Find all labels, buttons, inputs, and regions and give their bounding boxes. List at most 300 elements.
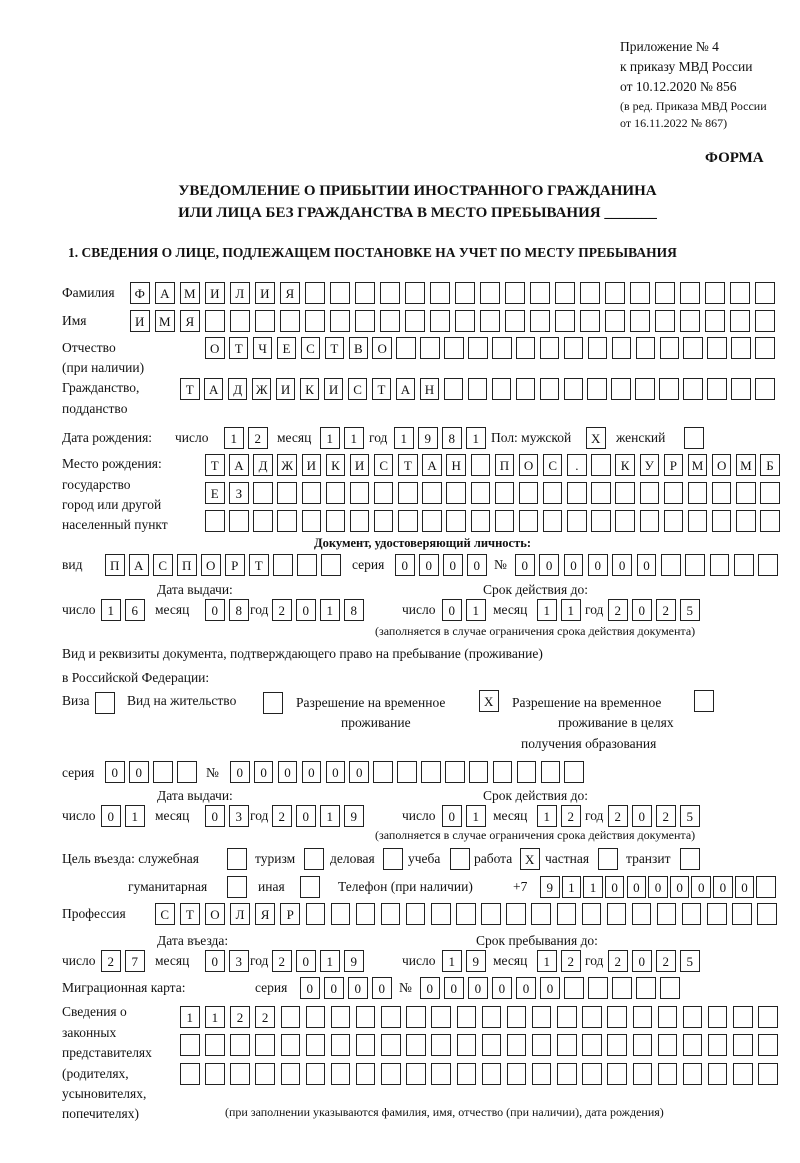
char-box[interactable] xyxy=(326,482,346,504)
char-box[interactable]: 1 xyxy=(466,599,486,621)
char-box[interactable] xyxy=(683,1034,703,1056)
char-box[interactable]: Т xyxy=(229,337,249,359)
char-box[interactable]: 1 xyxy=(562,876,582,898)
char-box[interactable] xyxy=(153,761,173,783)
char-box[interactable] xyxy=(564,337,584,359)
char-box[interactable] xyxy=(431,1006,451,1028)
char-box[interactable]: З xyxy=(229,482,249,504)
char-box[interactable] xyxy=(455,282,475,304)
char-box[interactable]: 1 xyxy=(583,876,603,898)
char-box[interactable]: О xyxy=(205,903,225,925)
char-box[interactable]: Т xyxy=(205,454,225,476)
char-box[interactable]: Ж xyxy=(252,378,272,400)
char-box[interactable]: С xyxy=(155,903,175,925)
char-box[interactable]: Н xyxy=(446,454,466,476)
char-box[interactable] xyxy=(591,510,611,532)
char-box[interactable] xyxy=(660,977,680,999)
char-box[interactable]: И xyxy=(255,282,275,304)
char-box[interactable]: 0 xyxy=(442,805,462,827)
char-box[interactable] xyxy=(253,482,273,504)
char-box[interactable]: К xyxy=(300,378,320,400)
char-box[interactable] xyxy=(330,282,350,304)
char-box[interactable] xyxy=(705,310,725,332)
checkbox-cell[interactable] xyxy=(450,848,470,870)
char-box[interactable] xyxy=(469,761,489,783)
char-box[interactable]: 9 xyxy=(344,950,364,972)
char-box[interactable]: И xyxy=(276,378,296,400)
char-box[interactable] xyxy=(683,1006,703,1028)
char-box[interactable]: 0 xyxy=(713,876,733,898)
char-box[interactable]: 0 xyxy=(467,554,487,576)
char-box[interactable]: 0 xyxy=(443,554,463,576)
char-box[interactable] xyxy=(381,903,401,925)
char-box[interactable] xyxy=(356,1063,376,1085)
char-box[interactable] xyxy=(468,378,488,400)
char-box[interactable] xyxy=(507,1034,527,1056)
char-box[interactable] xyxy=(492,378,512,400)
char-box[interactable]: П xyxy=(495,454,515,476)
char-box[interactable]: П xyxy=(177,554,197,576)
char-box[interactable]: 0 xyxy=(735,876,755,898)
checkbox-cell[interactable] xyxy=(95,692,115,714)
char-box[interactable] xyxy=(406,1006,426,1028)
char-box[interactable]: 1 xyxy=(537,599,557,621)
char-box[interactable] xyxy=(350,510,370,532)
char-box[interactable] xyxy=(507,1006,527,1028)
char-box[interactable] xyxy=(205,310,225,332)
char-box[interactable] xyxy=(755,282,775,304)
char-box[interactable]: С xyxy=(374,454,394,476)
char-box[interactable] xyxy=(519,510,539,532)
char-box[interactable] xyxy=(530,310,550,332)
char-box[interactable] xyxy=(580,310,600,332)
char-box[interactable] xyxy=(555,282,575,304)
char-box[interactable] xyxy=(420,337,440,359)
char-box[interactable] xyxy=(564,977,584,999)
char-box[interactable]: О xyxy=(372,337,392,359)
char-box[interactable]: 2 xyxy=(608,805,628,827)
char-box[interactable] xyxy=(680,282,700,304)
char-box[interactable]: 0 xyxy=(326,761,346,783)
char-box[interactable]: С xyxy=(348,378,368,400)
char-box[interactable] xyxy=(430,310,450,332)
char-box[interactable]: 2 xyxy=(101,950,121,972)
char-box[interactable] xyxy=(297,554,317,576)
char-box[interactable] xyxy=(688,510,708,532)
char-box[interactable] xyxy=(683,378,703,400)
char-box[interactable]: Ж xyxy=(277,454,297,476)
char-box[interactable] xyxy=(396,337,416,359)
char-box[interactable]: И xyxy=(350,454,370,476)
char-box[interactable] xyxy=(540,378,560,400)
char-box[interactable] xyxy=(516,337,536,359)
char-box[interactable] xyxy=(471,454,491,476)
char-box[interactable] xyxy=(230,1034,250,1056)
char-box[interactable] xyxy=(229,510,249,532)
char-box[interactable]: 2 xyxy=(230,1006,250,1028)
char-box[interactable] xyxy=(736,510,756,532)
char-box[interactable]: 2 xyxy=(561,950,581,972)
char-box[interactable]: П xyxy=(105,554,125,576)
char-box[interactable] xyxy=(733,1063,753,1085)
checkbox-cell[interactable] xyxy=(300,876,320,898)
char-box[interactable]: Т xyxy=(398,454,418,476)
char-box[interactable] xyxy=(605,310,625,332)
char-box[interactable]: 1 xyxy=(180,1006,200,1028)
char-box[interactable] xyxy=(277,510,297,532)
char-box[interactable] xyxy=(730,310,750,332)
char-box[interactable] xyxy=(255,1063,275,1085)
char-box[interactable] xyxy=(516,378,536,400)
char-box[interactable]: 0 xyxy=(205,950,225,972)
char-box[interactable] xyxy=(760,510,780,532)
char-box[interactable] xyxy=(730,282,750,304)
char-box[interactable] xyxy=(506,903,526,925)
char-box[interactable]: 0 xyxy=(205,599,225,621)
char-box[interactable] xyxy=(543,482,563,504)
char-box[interactable] xyxy=(532,1034,552,1056)
char-box[interactable] xyxy=(531,903,551,925)
char-box[interactable]: Т xyxy=(249,554,269,576)
char-box[interactable] xyxy=(731,337,751,359)
char-box[interactable]: 1 xyxy=(466,805,486,827)
char-box[interactable] xyxy=(615,510,635,532)
char-box[interactable]: 1 xyxy=(344,427,364,449)
char-box[interactable] xyxy=(688,482,708,504)
char-box[interactable]: 8 xyxy=(442,427,462,449)
char-box[interactable] xyxy=(640,510,660,532)
checkbox-cell[interactable] xyxy=(598,848,618,870)
char-box[interactable]: 1 xyxy=(125,805,145,827)
char-box[interactable] xyxy=(680,310,700,332)
char-box[interactable] xyxy=(468,337,488,359)
char-box[interactable]: М xyxy=(688,454,708,476)
char-box[interactable]: М xyxy=(736,454,756,476)
char-box[interactable]: Р xyxy=(225,554,245,576)
char-box[interactable] xyxy=(530,282,550,304)
char-box[interactable]: 0 xyxy=(516,977,536,999)
char-box[interactable] xyxy=(280,310,300,332)
char-box[interactable]: Т xyxy=(372,378,392,400)
char-box[interactable]: Я xyxy=(180,310,200,332)
char-box[interactable] xyxy=(482,1006,502,1028)
char-box[interactable] xyxy=(505,282,525,304)
char-box[interactable] xyxy=(255,1034,275,1056)
char-box[interactable] xyxy=(482,1063,502,1085)
char-box[interactable]: 7 xyxy=(125,950,145,972)
char-box[interactable] xyxy=(540,337,560,359)
char-box[interactable] xyxy=(757,903,777,925)
char-box[interactable]: 1 xyxy=(101,599,121,621)
char-box[interactable]: 0 xyxy=(395,554,415,576)
char-box[interactable] xyxy=(760,482,780,504)
char-box[interactable] xyxy=(444,337,464,359)
char-box[interactable]: . xyxy=(567,454,587,476)
char-box[interactable] xyxy=(532,1006,552,1028)
char-box[interactable] xyxy=(607,1006,627,1028)
char-box[interactable]: 0 xyxy=(442,599,462,621)
char-box[interactable]: Ч xyxy=(253,337,273,359)
char-box[interactable]: К xyxy=(615,454,635,476)
char-box[interactable] xyxy=(607,1034,627,1056)
char-box[interactable] xyxy=(505,310,525,332)
char-box[interactable] xyxy=(306,1034,326,1056)
char-box[interactable] xyxy=(557,1034,577,1056)
char-box[interactable] xyxy=(660,337,680,359)
char-box[interactable] xyxy=(605,282,625,304)
char-box[interactable] xyxy=(493,761,513,783)
char-box[interactable] xyxy=(557,903,577,925)
char-box[interactable]: 0 xyxy=(515,554,535,576)
char-box[interactable]: 2 xyxy=(656,950,676,972)
char-box[interactable]: 8 xyxy=(229,599,249,621)
char-box[interactable]: 1 xyxy=(320,427,340,449)
char-box[interactable]: 0 xyxy=(632,950,652,972)
char-box[interactable] xyxy=(456,903,476,925)
char-box[interactable] xyxy=(330,310,350,332)
char-box[interactable] xyxy=(431,1063,451,1085)
char-box[interactable]: Т xyxy=(325,337,345,359)
char-box[interactable] xyxy=(421,761,441,783)
char-box[interactable]: 0 xyxy=(670,876,690,898)
char-box[interactable] xyxy=(708,1034,728,1056)
char-box[interactable] xyxy=(482,1034,502,1056)
char-box[interactable]: 0 xyxy=(612,554,632,576)
char-box[interactable]: 0 xyxy=(588,554,608,576)
char-box[interactable] xyxy=(457,1034,477,1056)
char-box[interactable]: 5 xyxy=(680,950,700,972)
char-box[interactable]: 0 xyxy=(540,977,560,999)
char-box[interactable]: А xyxy=(129,554,149,576)
char-box[interactable] xyxy=(636,337,656,359)
char-box[interactable]: 0 xyxy=(420,977,440,999)
char-box[interactable]: Б xyxy=(760,454,780,476)
char-box[interactable] xyxy=(543,510,563,532)
char-box[interactable]: 3 xyxy=(229,805,249,827)
char-box[interactable] xyxy=(636,977,656,999)
char-box[interactable] xyxy=(380,310,400,332)
char-box[interactable]: 0 xyxy=(605,876,625,898)
char-box[interactable] xyxy=(632,903,652,925)
char-box[interactable]: 2 xyxy=(608,950,628,972)
char-box[interactable] xyxy=(682,903,702,925)
char-box[interactable] xyxy=(406,1063,426,1085)
char-box[interactable]: С xyxy=(543,454,563,476)
char-box[interactable]: С xyxy=(153,554,173,576)
char-box[interactable]: 6 xyxy=(125,599,145,621)
char-box[interactable]: 0 xyxy=(296,599,316,621)
checkbox-cell[interactable] xyxy=(680,848,700,870)
char-box[interactable]: 2 xyxy=(656,805,676,827)
char-box[interactable] xyxy=(405,282,425,304)
char-box[interactable] xyxy=(331,903,351,925)
char-box[interactable]: 0 xyxy=(637,554,657,576)
char-box[interactable] xyxy=(177,761,197,783)
char-box[interactable] xyxy=(564,378,584,400)
char-box[interactable] xyxy=(492,337,512,359)
char-box[interactable]: Л xyxy=(230,903,250,925)
char-box[interactable] xyxy=(444,378,464,400)
char-box[interactable]: 0 xyxy=(419,554,439,576)
char-box[interactable]: Е xyxy=(277,337,297,359)
char-box[interactable] xyxy=(685,554,705,576)
char-box[interactable] xyxy=(658,1034,678,1056)
char-box[interactable]: 0 xyxy=(205,805,225,827)
char-box[interactable]: 0 xyxy=(632,805,652,827)
char-box[interactable]: 0 xyxy=(648,876,668,898)
char-box[interactable]: 0 xyxy=(296,805,316,827)
char-box[interactable] xyxy=(580,282,600,304)
char-box[interactable]: Н xyxy=(420,378,440,400)
char-box[interactable] xyxy=(380,282,400,304)
char-box[interactable]: М xyxy=(155,310,175,332)
char-box[interactable]: 0 xyxy=(627,876,647,898)
char-box[interactable] xyxy=(733,1006,753,1028)
char-box[interactable] xyxy=(398,482,418,504)
char-box[interactable] xyxy=(555,310,575,332)
char-box[interactable]: 1 xyxy=(320,599,340,621)
char-box[interactable] xyxy=(582,1034,602,1056)
char-box[interactable]: 5 xyxy=(680,599,700,621)
char-box[interactable] xyxy=(532,1063,552,1085)
char-box[interactable] xyxy=(326,510,346,532)
char-box[interactable] xyxy=(732,903,752,925)
char-box[interactable] xyxy=(582,903,602,925)
char-box[interactable] xyxy=(758,1006,778,1028)
char-box[interactable]: 2 xyxy=(272,805,292,827)
char-box[interactable] xyxy=(481,903,501,925)
char-box[interactable]: А xyxy=(422,454,442,476)
char-box[interactable] xyxy=(480,282,500,304)
char-box[interactable]: 0 xyxy=(296,950,316,972)
char-box[interactable] xyxy=(640,482,660,504)
char-box[interactable] xyxy=(406,1034,426,1056)
char-box[interactable]: 0 xyxy=(254,761,274,783)
char-box[interactable] xyxy=(607,1063,627,1085)
char-box[interactable] xyxy=(705,282,725,304)
char-box[interactable] xyxy=(588,337,608,359)
char-box[interactable] xyxy=(587,378,607,400)
char-box[interactable] xyxy=(281,1034,301,1056)
char-box[interactable] xyxy=(707,378,727,400)
char-box[interactable] xyxy=(683,337,703,359)
char-box[interactable] xyxy=(277,482,297,504)
char-box[interactable] xyxy=(633,1063,653,1085)
char-box[interactable]: И xyxy=(205,282,225,304)
char-box[interactable] xyxy=(430,282,450,304)
char-box[interactable] xyxy=(331,1006,351,1028)
char-box[interactable]: Д xyxy=(228,378,248,400)
char-box[interactable]: 0 xyxy=(564,554,584,576)
char-box[interactable] xyxy=(356,1006,376,1028)
char-box[interactable]: В xyxy=(349,337,369,359)
char-box[interactable]: 0 xyxy=(348,977,368,999)
char-box[interactable]: 0 xyxy=(101,805,121,827)
char-box[interactable] xyxy=(405,310,425,332)
char-box[interactable]: Р xyxy=(664,454,684,476)
checkbox-cell[interactable] xyxy=(694,690,714,712)
char-box[interactable] xyxy=(635,378,655,400)
char-box[interactable] xyxy=(557,1063,577,1085)
char-box[interactable] xyxy=(205,1063,225,1085)
char-box[interactable] xyxy=(406,903,426,925)
char-box[interactable] xyxy=(180,1034,200,1056)
char-box[interactable]: 0 xyxy=(300,977,320,999)
char-box[interactable]: 0 xyxy=(539,554,559,576)
char-box[interactable] xyxy=(591,454,611,476)
char-box[interactable] xyxy=(355,310,375,332)
checkbox-cell[interactable] xyxy=(383,848,403,870)
char-box[interactable]: 1 xyxy=(466,427,486,449)
char-box[interactable] xyxy=(664,510,684,532)
char-box[interactable] xyxy=(756,876,776,898)
char-box[interactable]: 0 xyxy=(230,761,250,783)
char-box[interactable] xyxy=(708,1006,728,1028)
char-box[interactable] xyxy=(455,310,475,332)
char-box[interactable]: 1 xyxy=(320,805,340,827)
char-box[interactable]: О xyxy=(519,454,539,476)
char-box[interactable] xyxy=(422,482,442,504)
char-box[interactable] xyxy=(630,310,650,332)
char-box[interactable] xyxy=(588,977,608,999)
char-box[interactable] xyxy=(659,378,679,400)
char-box[interactable]: Т xyxy=(180,903,200,925)
char-box[interactable] xyxy=(374,510,394,532)
char-box[interactable]: 2 xyxy=(248,427,268,449)
char-box[interactable]: 0 xyxy=(105,761,125,783)
char-box[interactable] xyxy=(655,282,675,304)
char-box[interactable] xyxy=(708,1063,728,1085)
char-box[interactable] xyxy=(253,510,273,532)
char-box[interactable] xyxy=(567,482,587,504)
char-box[interactable] xyxy=(567,510,587,532)
char-box[interactable]: С xyxy=(301,337,321,359)
char-box[interactable] xyxy=(480,310,500,332)
char-box[interactable] xyxy=(355,282,375,304)
char-box[interactable]: 0 xyxy=(468,977,488,999)
char-box[interactable] xyxy=(707,337,727,359)
char-box[interactable]: 2 xyxy=(272,950,292,972)
char-box[interactable]: 0 xyxy=(129,761,149,783)
char-box[interactable] xyxy=(398,510,418,532)
checkbox-cell[interactable]: X xyxy=(479,690,499,712)
char-box[interactable] xyxy=(495,482,515,504)
char-box[interactable] xyxy=(205,1034,225,1056)
checkbox-cell[interactable] xyxy=(263,692,283,714)
char-box[interactable] xyxy=(758,1034,778,1056)
char-box[interactable] xyxy=(607,903,627,925)
char-box[interactable]: 2 xyxy=(255,1006,275,1028)
char-box[interactable] xyxy=(431,1034,451,1056)
char-box[interactable] xyxy=(664,482,684,504)
checkbox-cell[interactable] xyxy=(304,848,324,870)
char-box[interactable] xyxy=(305,310,325,332)
char-box[interactable]: 1 xyxy=(561,599,581,621)
char-box[interactable] xyxy=(731,378,751,400)
char-box[interactable] xyxy=(471,510,491,532)
char-box[interactable] xyxy=(446,510,466,532)
char-box[interactable] xyxy=(431,903,451,925)
char-box[interactable]: 2 xyxy=(608,599,628,621)
char-box[interactable] xyxy=(331,1063,351,1085)
char-box[interactable]: У xyxy=(640,454,660,476)
checkbox-cell[interactable] xyxy=(227,876,247,898)
char-box[interactable] xyxy=(397,761,417,783)
char-box[interactable] xyxy=(611,378,631,400)
char-box[interactable] xyxy=(495,510,515,532)
char-box[interactable]: А xyxy=(396,378,416,400)
char-box[interactable]: 0 xyxy=(349,761,369,783)
